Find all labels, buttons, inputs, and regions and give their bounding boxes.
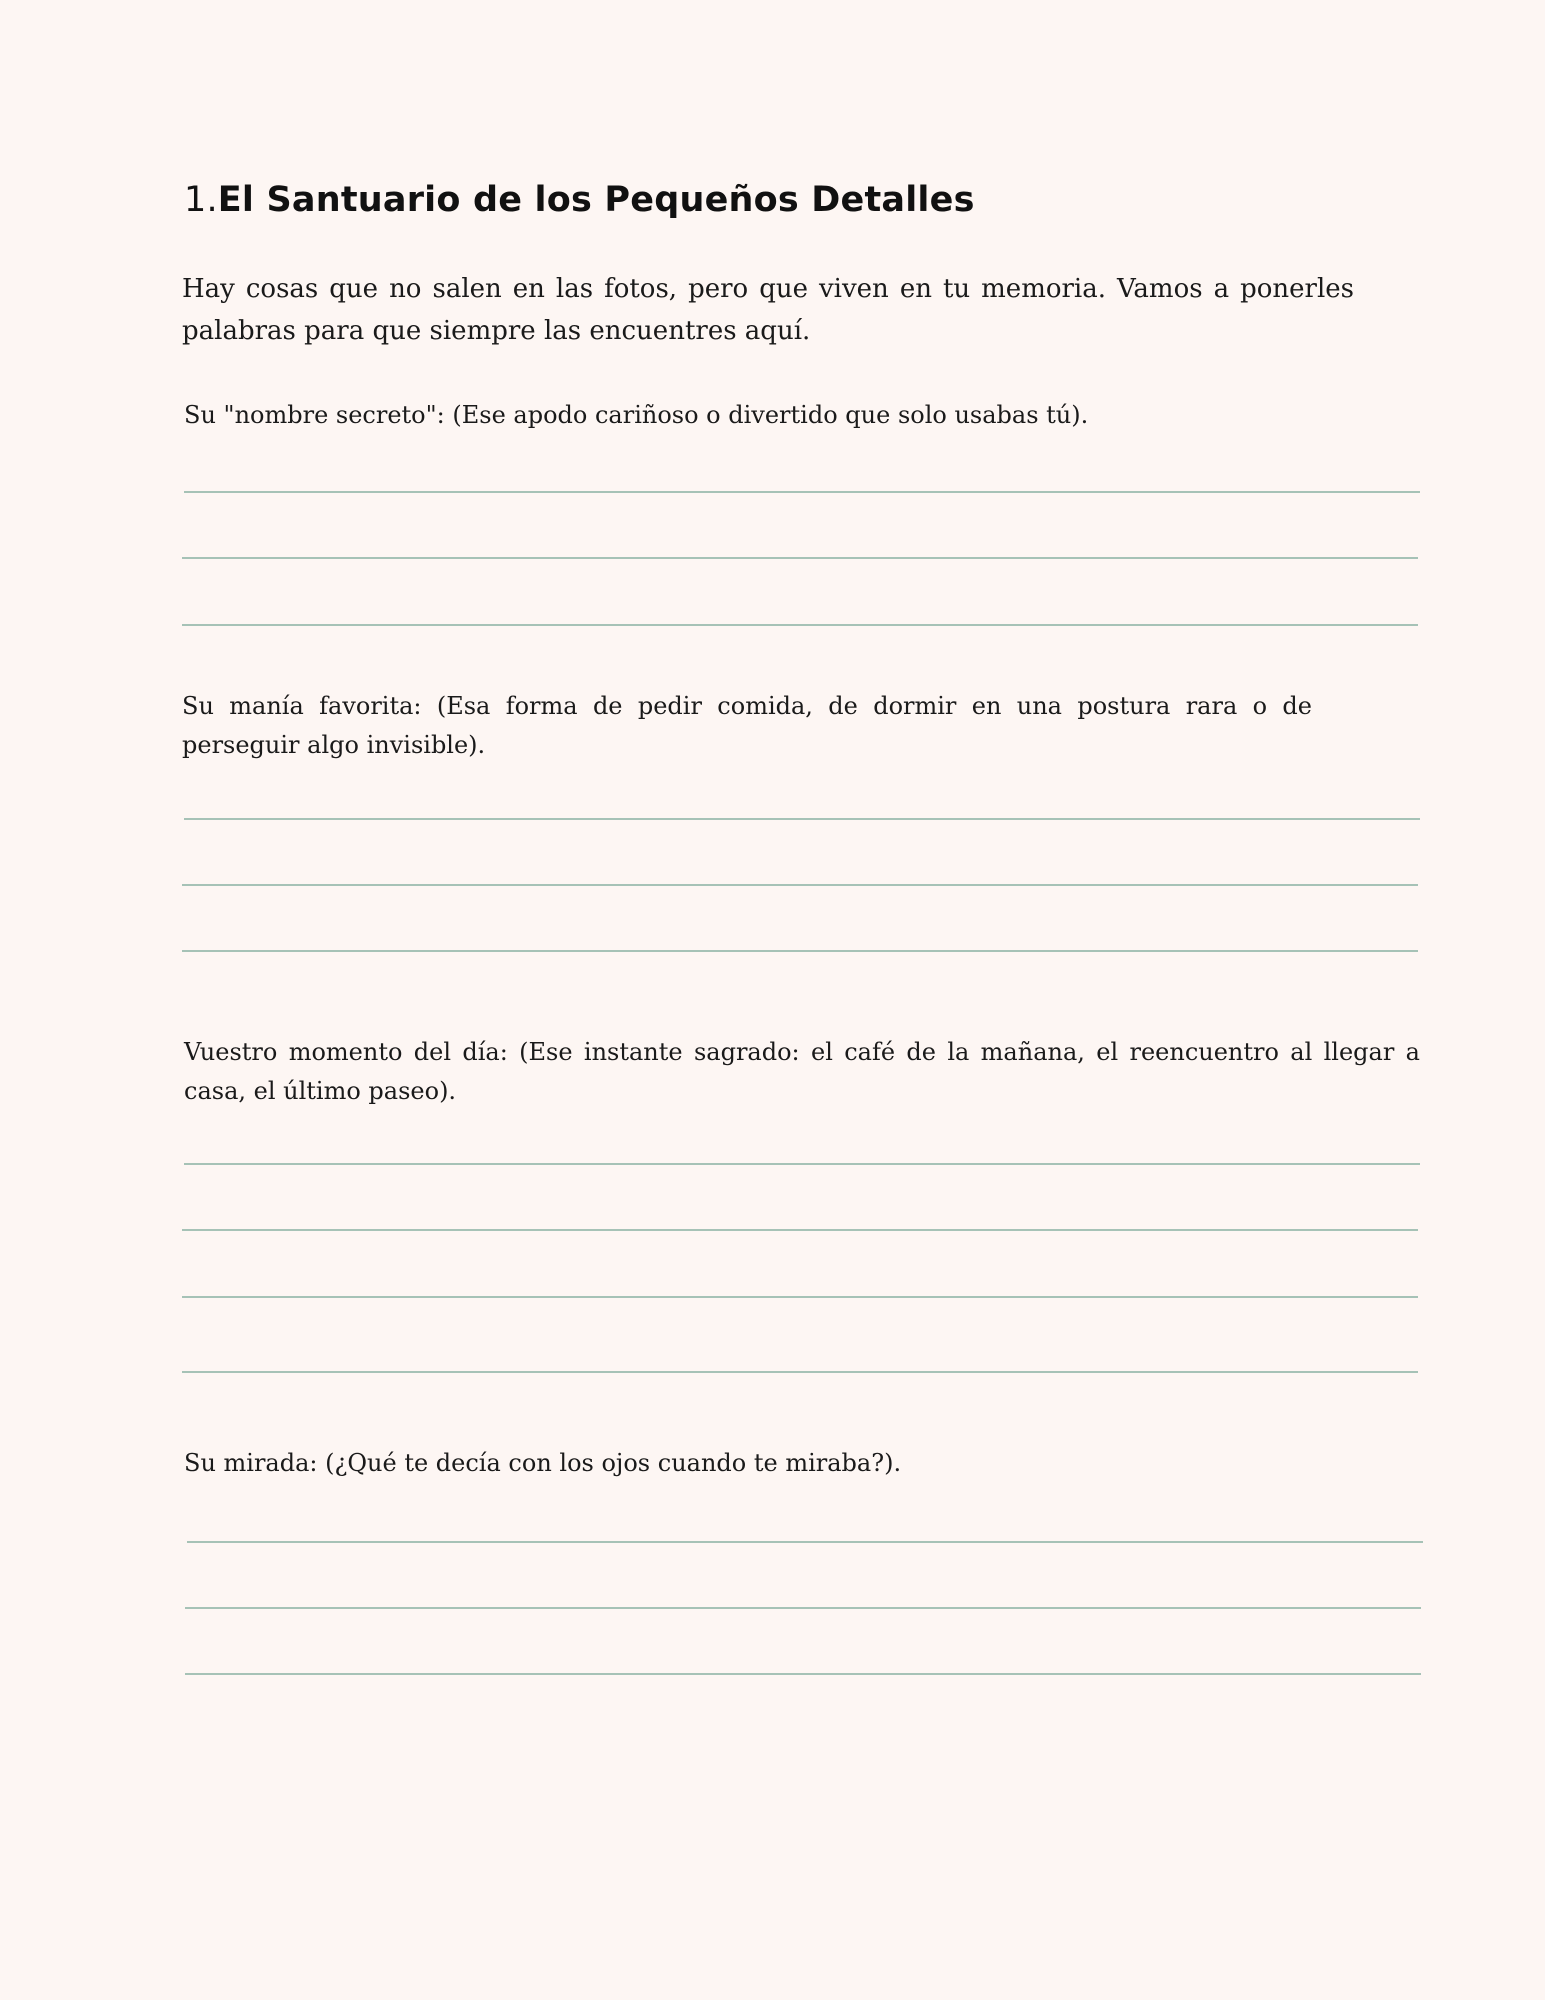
- section-number: 1.: [184, 180, 218, 220]
- writing-line[interactable]: [182, 557, 1418, 559]
- prompt-gaze: Su mirada: (¿Qué te decía con los ojos cuando te miraba?).: [184, 1449, 902, 1477]
- writing-line[interactable]: [182, 884, 1418, 886]
- writing-line[interactable]: [182, 1371, 1418, 1373]
- writing-line[interactable]: [182, 624, 1418, 626]
- writing-line[interactable]: [184, 818, 1420, 820]
- intro-paragraph: Hay cosas que no salen en las fotos, pero que viven en tu memoria. Vamos a ponerles palabras para que siempre las encuentres aquí.: [182, 274, 1354, 346]
- writing-line[interactable]: [185, 1607, 1421, 1609]
- prompt-favorite-habit: Su manía favorita: (Esa forma de pedir comida, de dormir en una postura rara o de perseguir algo invisible).: [182, 692, 1312, 759]
- section-title-text: El Santuario de los Pequeños Detalles: [217, 180, 975, 220]
- prompt-secret-name: Su "nombre secreto": (Ese apodo cariñoso o divertido que solo usabas tú).: [184, 401, 1089, 429]
- writing-line[interactable]: [182, 1229, 1418, 1231]
- writing-line[interactable]: [182, 1296, 1418, 1298]
- writing-line[interactable]: [184, 491, 1420, 493]
- section-title: [184, 178, 975, 222]
- writing-line[interactable]: [182, 950, 1418, 952]
- prompt-moment-of-day: Vuestro momento del día: (Ese instante sagrado: el café de la mañana, el reencuentro al llegar a casa, el último paseo).: [184, 1038, 1420, 1105]
- writing-line[interactable]: [187, 1541, 1423, 1543]
- writing-line[interactable]: [184, 1163, 1420, 1165]
- writing-line[interactable]: [185, 1673, 1421, 1675]
